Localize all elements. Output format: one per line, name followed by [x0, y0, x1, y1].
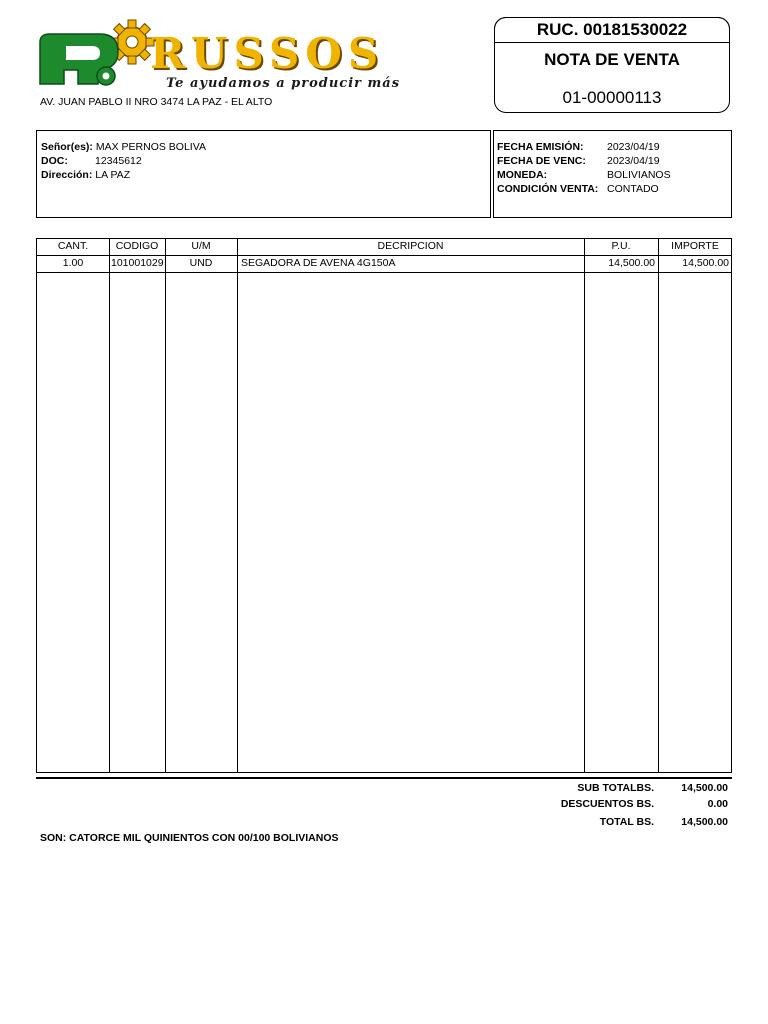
header-amount: IMPORTE	[671, 240, 719, 252]
client-doc-label: DOC:	[41, 155, 68, 167]
discount-value: 0.00	[707, 798, 728, 810]
currency: BOLIVIANOS	[607, 169, 671, 181]
subtotal-label: SUB TOTALBS.	[577, 782, 654, 794]
row-unit: UND	[189, 257, 213, 269]
row-code: 101001029	[111, 257, 164, 269]
issue-date: 2023/04/19	[607, 141, 660, 153]
row-description: SEGADORA DE AVENA 4G150A	[241, 257, 396, 269]
sale-condition: CONTADO	[607, 183, 659, 195]
row-unit-price: 14,500.00	[608, 257, 655, 269]
items-table	[36, 238, 732, 773]
header-description: DECRIPCION	[377, 240, 444, 252]
client-info-box	[36, 130, 491, 218]
client-name: MAX PERNOS BOLIVA	[95, 141, 206, 153]
currency-label: MONEDA:	[497, 169, 548, 181]
issue-date-label: FECHA EMISIÓN:	[497, 141, 584, 153]
client-name-label: Señor(es):	[41, 141, 93, 153]
subtotal-value: 14,500.00	[681, 782, 728, 794]
header-unit-price: P.U.	[611, 240, 631, 252]
row-amount: 14,500.00	[682, 257, 729, 269]
header-code: CODIGO	[115, 240, 159, 252]
client-address-label: Dirección:	[41, 169, 93, 181]
row-qty: 1.00	[62, 257, 84, 269]
ruc-number: RUC. 00181530022	[494, 17, 730, 43]
company-slogan: Te ayudamos a producir más	[166, 76, 401, 91]
due-date-label: FECHA DE VENC:	[497, 155, 586, 167]
sale-condition-label: CONDICIÓN VENTA:	[497, 183, 599, 195]
document-title: NOTA DE VENTA	[544, 50, 680, 69]
company-address: AV. JUAN PABLO II NRO 3474 LA PAZ - EL ALTO	[40, 96, 273, 108]
client-doc: 12345612	[95, 155, 142, 167]
discount-label: DESCUENTOS BS.	[560, 798, 654, 810]
client-address: LA PAZ	[95, 169, 131, 181]
ruc-box	[494, 17, 730, 113]
header-qty: CANT.	[57, 240, 89, 252]
header-unit: U/M	[191, 240, 211, 252]
document-number: 01-00000113	[562, 88, 662, 107]
document-details-box	[493, 130, 732, 218]
amount-in-words: SON: CATORCE MIL QUINIENTOS CON 00/100 BOLIVIANOS	[40, 832, 339, 844]
total-label: TOTAL BS.	[599, 816, 654, 828]
due-date: 2023/04/19	[607, 155, 660, 167]
total-value: 14,500.00	[681, 816, 728, 828]
divider	[36, 777, 732, 779]
company-name: RUSSOS	[150, 29, 385, 78]
